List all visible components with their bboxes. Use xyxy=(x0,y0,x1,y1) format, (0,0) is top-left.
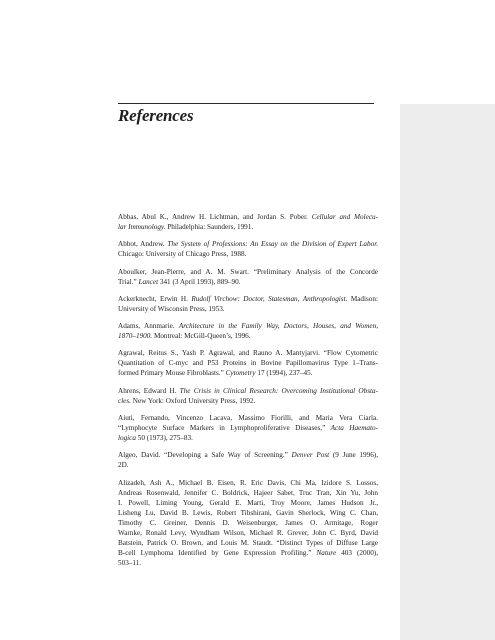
reference-line xyxy=(118,396,378,406)
reference-text: University of Wisconsin Press, 1953. xyxy=(118,304,225,313)
reference-list xyxy=(118,212,378,568)
reference-text: (9 June 1996), xyxy=(329,451,379,460)
reference-text: Aboulker, Jean-Pierre, and A. M. Swart. “Preliminary Analysis of the Concorde xyxy=(118,267,378,276)
reference-line xyxy=(118,558,378,568)
reference-line xyxy=(118,488,378,498)
reference-text: 17 (1994), 237–45. xyxy=(255,369,313,378)
reference-text: Agrawal, Reitus S., Yash P. Agrawal, and Rauno A. Mantyjarvi. “Flow Cytometric xyxy=(118,349,378,358)
reference-text: 50 (1973), 275–83. xyxy=(135,434,193,443)
reference-line xyxy=(118,518,378,528)
reference-entry xyxy=(118,321,378,341)
reference-italic-text: Rudolf Virchow: Doctor, Statesman, Anthropologist. xyxy=(191,294,348,303)
reference-line xyxy=(118,478,378,488)
reference-italic-text: Cytometry xyxy=(225,369,256,378)
reference-line xyxy=(118,239,378,249)
reference-italic-text: Cellular and Molecu- xyxy=(311,213,379,221)
reference-text: “Lymphocyte Surface Markers in Lymphoproliferative Diseases,” xyxy=(118,424,331,433)
reference-italic-text: The System of Professions: An Essay on the Division of Expert Labor. xyxy=(167,240,378,249)
reference-text: Madison: xyxy=(347,294,378,303)
reference-entry xyxy=(118,386,378,406)
reference-line xyxy=(118,508,378,518)
page-edge-tab xyxy=(400,104,495,640)
reference-text: Timothy C. Greiner, Dennis D. Weisenburger, James O. Armitage, Roger xyxy=(118,518,378,527)
reference-text: Montreal: McGill-Queen’s, 1996. xyxy=(152,332,251,341)
reference-line xyxy=(118,423,378,433)
reference-entry xyxy=(118,478,378,568)
reference-line xyxy=(118,277,378,287)
reference-text: Quantitation of C-myc and P53 Proteins in Bovine Papillomavirus Type 1–Trans- xyxy=(118,359,378,368)
reference-text: I. Powell, Liming Young, Gerald E. Marti, Troy Moore, James Hudson Jr., xyxy=(118,498,378,507)
reference-line xyxy=(118,222,378,232)
reference-line xyxy=(118,348,378,358)
reference-line xyxy=(118,212,378,222)
reference-italic-text: lar Immunology. xyxy=(118,223,166,231)
reference-line xyxy=(118,538,378,548)
reference-line xyxy=(118,267,378,277)
reference-line xyxy=(118,294,378,304)
reference-text: Alizadeh, Ash A., Michael B. Eisen, R. Eric Davis, Chi Ma, Izidore S. Lossos, xyxy=(118,478,378,487)
reference-line xyxy=(118,358,378,368)
reference-text: Trial.” xyxy=(118,277,139,286)
reference-text: Lisheng Lu, David B. Lewis, Robert Tibshirani, Gavin Sherlock, Wing C. Chan, xyxy=(118,508,378,517)
reference-italic-text: Denver Post xyxy=(291,451,330,460)
reference-text: Philadelphia: Saunders, 1991. xyxy=(165,223,254,231)
reference-italic-text: Nature xyxy=(316,548,337,557)
reference-line xyxy=(118,304,378,314)
reference-entry xyxy=(118,294,378,314)
reference-line xyxy=(118,528,378,538)
reference-text: Batstein, Patrick O. Brown, and Louis M. Staudt. “Distinct Types of Diffuse Large xyxy=(118,538,378,547)
reference-entry xyxy=(118,212,378,232)
heading-rule xyxy=(118,103,374,104)
reference-text: 2D. xyxy=(118,461,129,470)
reference-text: Abbot, Andrew. xyxy=(118,240,168,249)
reference-italic-text: logica xyxy=(118,434,136,443)
reference-text: 403 (2000), xyxy=(336,548,379,557)
reference-text: Algeo, David. “Developing a Safe Way of Screening.” xyxy=(118,451,292,460)
reference-entry xyxy=(118,413,378,443)
reference-line xyxy=(118,331,378,341)
reference-line xyxy=(118,548,378,558)
reference-entry xyxy=(118,450,378,470)
reference-line xyxy=(118,450,378,460)
reference-line xyxy=(118,386,378,396)
reference-line xyxy=(118,321,378,331)
reference-line xyxy=(118,433,378,443)
reference-italic-text: Architecture in the Family Way, Doctors, Houses, and Women, xyxy=(178,322,378,331)
reference-line xyxy=(118,368,378,378)
reference-text: New York: Oxford University Press, 1992. xyxy=(130,396,256,405)
reference-text: formed Primary Mouse Fibroblasts.” xyxy=(118,369,226,378)
reference-entry xyxy=(118,239,378,259)
reference-italic-text: cles. xyxy=(118,396,131,405)
reference-text: B-cell Lymphoma Identified by Gene Expression Profiling.” xyxy=(118,548,317,557)
reference-line xyxy=(118,249,378,259)
reference-text: Andreas Rosenwald, Jennifer C. Boldrick, Hajeer Sabet, Truc Tran, Xin Yu, John xyxy=(118,488,378,497)
reference-text: 503–11. xyxy=(118,558,142,567)
reference-text: Chicago: University of Chicago Press, 1988. xyxy=(118,250,247,259)
reference-text: Abbas, Abul K., Andrew H. Lichtman, and Jordan S. Pober. xyxy=(118,213,312,221)
reference-line xyxy=(118,413,378,423)
reference-line xyxy=(118,460,378,470)
reference-text: Ahrens, Edward H. xyxy=(118,386,180,395)
page-title: References xyxy=(118,106,194,125)
reference-text: Warnke, Ronald Levy, Wyndham Wilson, Michael R. Grever, John C. Byrd, David xyxy=(118,528,378,537)
reference-italic-text: The Crisis in Clinical Research: Overcoming Institutional Obsta- xyxy=(179,386,379,395)
reference-text: Adams, Annmarie. xyxy=(118,322,179,331)
reference-italic-text: Lancet xyxy=(138,277,159,286)
reference-text: Ackerknecht, Erwin H. xyxy=(118,294,192,303)
reference-line xyxy=(118,498,378,508)
reference-italic-text: 1870–1900. xyxy=(118,332,153,341)
reference-entry xyxy=(118,267,378,287)
reference-text: Aiuti, Fernando, Vincenzo Lacava, Massimo Fiorilli, and Maria Vera Ciarla. xyxy=(118,414,378,423)
reference-entry xyxy=(118,348,378,378)
reference-italic-text: Acta Haemato- xyxy=(330,424,378,433)
reference-text: 341 (3 April 1993), 889–90. xyxy=(158,277,241,286)
